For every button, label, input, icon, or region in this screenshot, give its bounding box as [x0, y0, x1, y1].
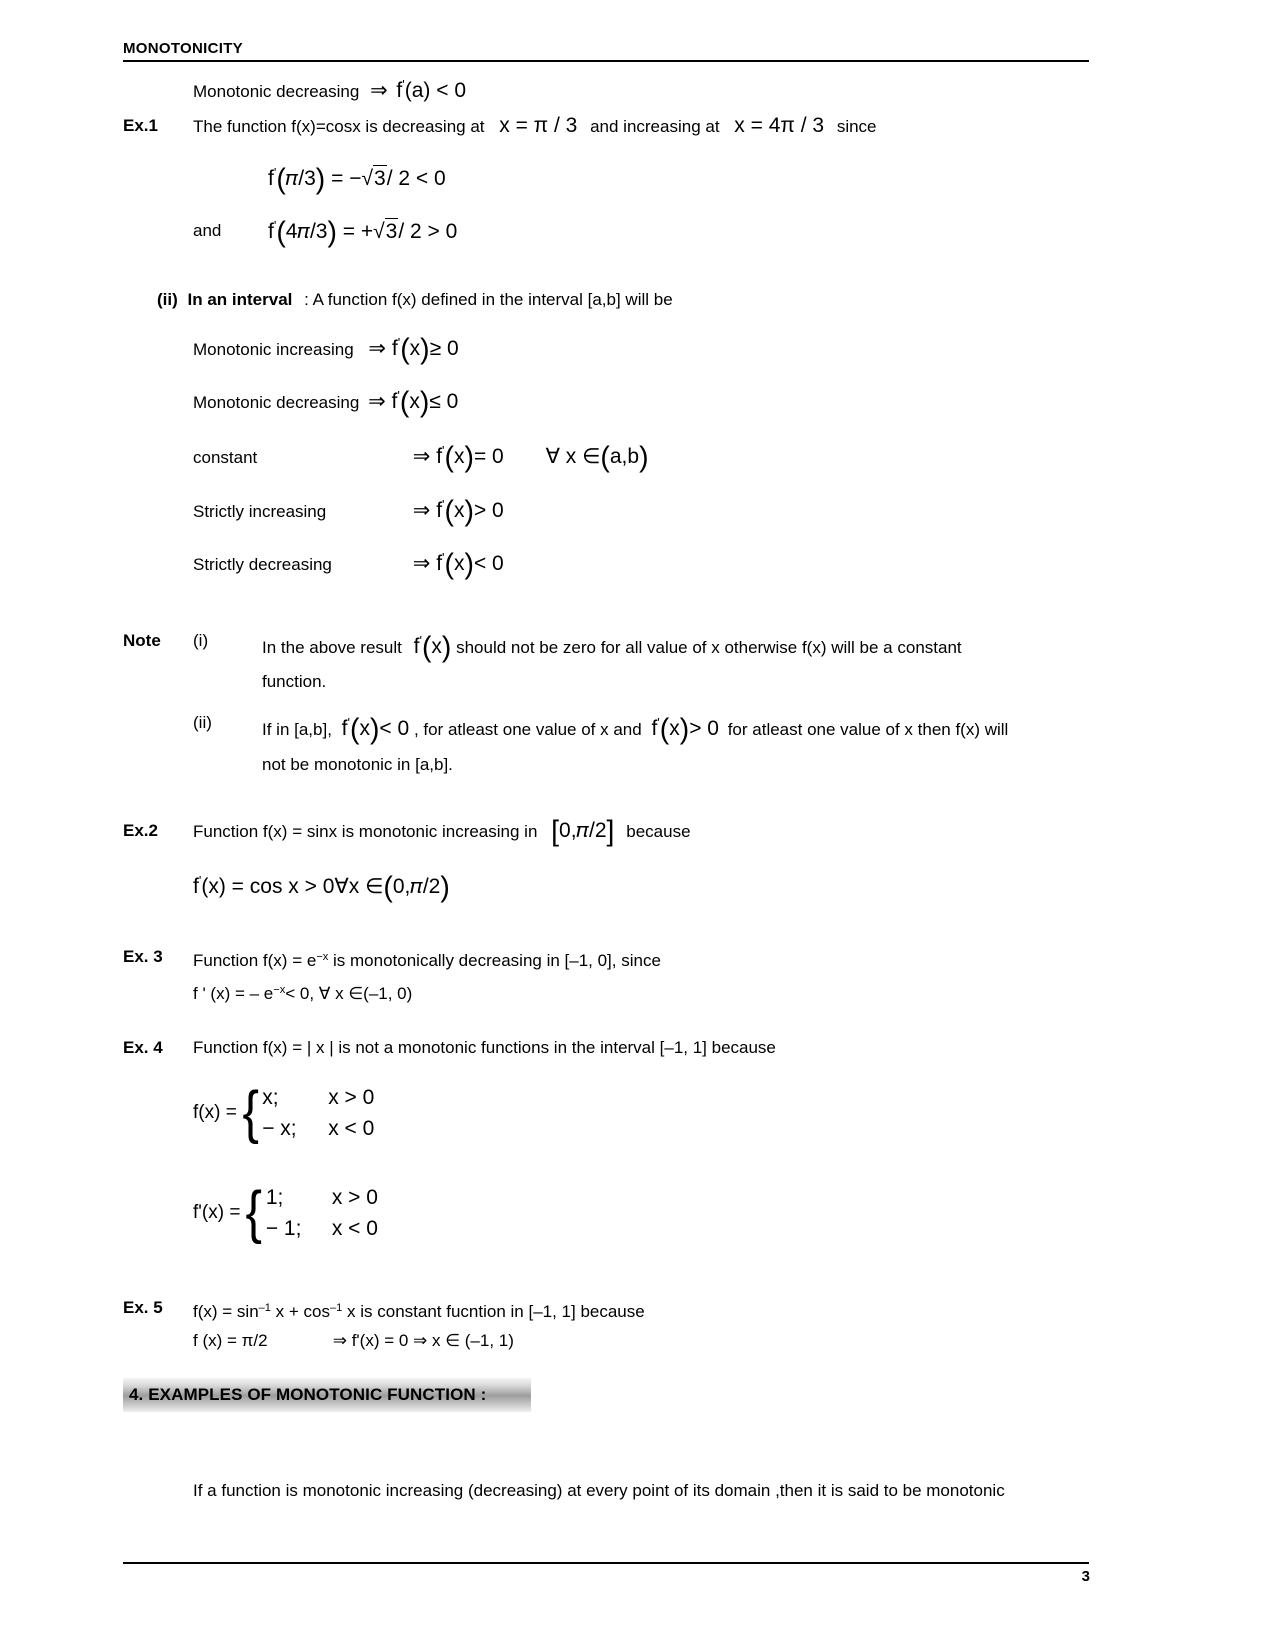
ex5-line2 — [193, 1328, 514, 1354]
note-2-text-b: , for atleast one value of x and — [413, 720, 642, 740]
ex1-x-4pi-3: x = 4π / 3 — [734, 114, 825, 137]
ex4-piece2-condition: x < 0 — [331, 1217, 378, 1240]
ex4-piece2-value: 1; — [265, 1186, 284, 1209]
ex5-line1-sup-2: –1 — [330, 1302, 343, 1314]
ex4-piece2-row — [266, 1182, 442, 1213]
section-heading-text: 4. EXAMPLES OF MONOTONIC FUNCTION : — [129, 1385, 487, 1404]
ex3-line2-text-b: < 0, ∀ x ∈(–1, 0) — [285, 984, 413, 1004]
interval-heading-text: : A function f(x) defined in the interval [a,b] will be — [304, 290, 673, 309]
ex1-eq2-rhs: / 2 > 0 — [398, 220, 458, 244]
note-item-1-line1: In the above result f'(x) should not be zero for all value of x otherwise f(x) will be a constant — [262, 631, 962, 664]
note-2-text-c: for atleast one value of x then f(x) will — [727, 720, 1009, 740]
footer-divider — [123, 1562, 1089, 1564]
ex1-eq1-rhs: / 2 < 0 — [386, 167, 446, 191]
ex4-piecewise-f — [193, 1082, 438, 1144]
note-item-2-line2: not be monotonic in [a,b]. — [262, 755, 453, 774]
note-1-text-b: should not be zero for all value of x otherwise f(x) will be a constant — [456, 638, 962, 658]
ex5-line1-text-c: x is constant fucntion in [–1, 1] because — [342, 1302, 645, 1322]
ex4-piece2-lhs: f'(x) = — [193, 1202, 241, 1223]
ex5-line2-text-a: f (x) = π/2 — [193, 1331, 268, 1350]
section-heading-bar — [123, 1378, 531, 1412]
interval-row: Strictly decreasing ⇒ f'(x)< 0 — [193, 548, 504, 581]
ex4-piece1-row — [262, 1113, 438, 1144]
monotonic-decreasing-line: Monotonic decreasing ⇒ f'(a) < 0 — [193, 77, 467, 103]
ex1-statement — [193, 113, 877, 140]
implies-symbol: ⇒ — [370, 79, 388, 103]
interval-row: constant ⇒ f'(x)= 0 ∀ x ∈(a,b) — [193, 441, 649, 474]
left-brace-icon: { — [242, 1080, 259, 1145]
ex3-label: Ex. 3 — [123, 947, 163, 966]
ex4-piece1-condition: x > 0 — [328, 1086, 375, 1109]
ex2-formula: f'(x) = cos x > 0∀x ∈(0,𝜋/2) — [193, 871, 450, 904]
ex4-piece1-value: − x; — [262, 1117, 297, 1140]
interval-row-name: Monotonic increasing — [193, 340, 354, 360]
ex1-and-label: and — [193, 221, 222, 240]
ex1-label: Ex.1 — [123, 116, 158, 135]
interval-bold-title: In an interval — [187, 290, 293, 309]
ex3-line2 — [193, 977, 412, 1007]
note-item-roman: (i) — [193, 631, 209, 650]
ex2-statement: Function f(x) = sinx is monotonic increasing in [0,𝜋/2] because — [193, 815, 691, 848]
note-item-1-line2: function. — [262, 672, 327, 691]
ex5-line1-text-a: f(x) = sin — [193, 1302, 259, 1322]
ex1-eq1-sqrt: 3 — [374, 167, 386, 191]
ex2-text-a: Function f(x) = sinx is monotonic increasing in — [193, 822, 538, 841]
note-item-roman: (ii) — [193, 713, 212, 732]
ex4-label: Ex. 4 — [123, 1038, 163, 1057]
ex5-line2-text-b: ⇒ f'(x) = 0 ⇒ x ∈ (–1, 1) — [332, 1331, 514, 1350]
ex5-label: Ex. 5 — [123, 1298, 163, 1317]
interval-row-name: Monotonic decreasing — [193, 393, 360, 413]
ex1-text-part2: and increasing at — [590, 117, 720, 136]
ex5-line1-sup-1: –1 — [258, 1302, 271, 1314]
section4-paragraph: If a function is monotonic increasing (decreasing) at every point of its domain ,then it is said to be monotonic — [193, 1481, 1005, 1500]
ex4-piece1-condition: x < 0 — [328, 1117, 375, 1140]
ex3-line1-superscript: −x — [316, 951, 329, 963]
ex1-text-part1: The function f(x)=cosx is decreasing at — [193, 117, 485, 136]
ex3-line1-text-b: is monotonically decreasing in [–1, 0], since — [328, 951, 661, 971]
note-2-text-a: If in [a,b], — [262, 720, 332, 740]
header-divider — [123, 60, 1089, 62]
ex4-piecewise-f-prime — [193, 1182, 442, 1244]
page-header — [123, 40, 1089, 62]
ex1-text-part3: since — [836, 117, 877, 136]
interval-row-name: Strictly decreasing — [193, 555, 332, 575]
ex3-line2-superscript: −x — [273, 984, 286, 996]
interval-row: Strictly increasing ⇒ f'(x)> 0 — [193, 495, 504, 528]
interval-row-name: Strictly increasing — [193, 502, 327, 522]
ex1-equation-1: f'(𝜋/3) = −√3/ 2 < 0 — [268, 163, 446, 196]
ex5-line1-text-b: x + cos — [270, 1302, 331, 1322]
interval-roman: (ii) — [157, 290, 178, 309]
ex4-piece1-lhs: f(x) = — [193, 1102, 237, 1123]
ex2-label: Ex.2 — [123, 821, 158, 840]
left-brace-icon: { — [245, 1180, 263, 1245]
interval-heading — [157, 287, 673, 313]
note-item-2-line1: If in [a,b], f'(x)< 0 , for atleast one value of x and f'(x)> 0 for atleast one value of x then f(x) will — [262, 713, 1009, 746]
ex4-piece2-row — [266, 1213, 442, 1244]
ex1-x-pi-3: x = π / 3 — [499, 114, 578, 137]
page-number: 3 — [1081, 1568, 1090, 1585]
note-label: Note — [123, 631, 161, 650]
note-1-text-a: In the above result — [262, 638, 402, 658]
ex1-eq2-sqrt: 3 — [385, 220, 398, 244]
ex4-piece2-condition: x > 0 — [331, 1186, 378, 1209]
ex2-text-b: because — [626, 822, 691, 841]
ex4-piece1-row — [262, 1082, 438, 1113]
interval-row: Monotonic increasing ⇒ f'(x)≥ 0 — [193, 333, 459, 366]
interval-row-name: constant — [193, 448, 258, 468]
ex1-equation-2: f'(4𝜋/3) = +√3/ 2 > 0 — [268, 216, 458, 249]
ex5-line1 — [193, 1295, 645, 1325]
ex3-line1 — [193, 944, 661, 974]
page-title: MONOTONICITY — [123, 40, 243, 57]
monotonic-decreasing-label: Monotonic decreasing — [193, 82, 360, 102]
f-prime-a-relation: (a) < 0 — [404, 79, 467, 103]
ex4-piece2-value: − 1; — [265, 1217, 302, 1240]
ex4-piece1-value: x; — [262, 1086, 279, 1109]
ex4-line1: Function f(x) = | x | is not a monotonic functions in the interval [–1, 1] because — [193, 1038, 776, 1057]
interval-row: Monotonic decreasing ⇒ f'(x)≤ 0 — [193, 386, 459, 419]
ex3-line1-text-a: Function f(x) = e — [193, 951, 317, 971]
ex3-line2-text-a: f ' (x) = – e — [193, 984, 274, 1004]
